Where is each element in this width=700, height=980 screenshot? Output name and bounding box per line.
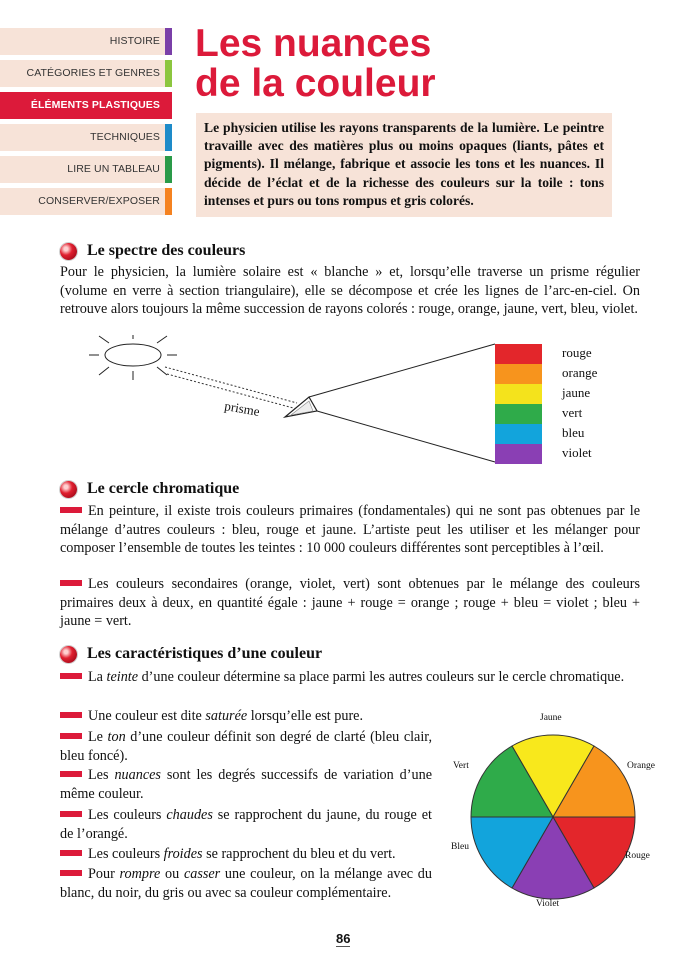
section-heading-text: Le cercle chromatique	[87, 480, 240, 497]
red-dash-icon	[60, 507, 82, 513]
wheel-label-jaune: Jaune	[540, 713, 562, 723]
text: Le	[88, 729, 108, 745]
red-dash-icon	[60, 811, 82, 817]
term: teinte	[106, 669, 139, 685]
caracteristique-item	[60, 766, 432, 803]
band-bleu	[495, 424, 542, 444]
wheel-label-bleu: Bleu	[451, 842, 469, 852]
red-dash-icon	[60, 870, 82, 876]
nav-item-label: TECHNIQUES	[90, 131, 160, 143]
caracteristique-item	[60, 806, 432, 843]
color-wheel	[468, 732, 638, 902]
caracteristique-item	[60, 728, 432, 765]
prism-label: prisme	[223, 398, 261, 419]
text: d’une couleur détermine sa place parmi les autres couleurs sur le cercle chromatique.	[138, 669, 625, 685]
spectre-paragraph: Pour le physicien, la lumière solaire est « blanche » et, lorsqu’elle traverse un prisme régulier (volume en verre à section triangulaire), elle se décompose et crée les lignes de l’arc-en-ciel. On retrouve alors toujours la même succession de rayons colorés : rouge, orange, jaune, vert, bleu, violet.	[60, 264, 640, 318]
dispersed-ray-bottom	[317, 411, 495, 462]
nav-item-label: LIRE UN TABLEAU	[67, 163, 160, 175]
section-heading-cercle	[60, 480, 239, 498]
sun-icon	[89, 335, 177, 380]
text: d’une couleur définit son degré de clarté (bleu clair, bleu foncé).	[60, 729, 432, 764]
text: sont les degrés successifs de variation d’une même couleur.	[60, 767, 432, 802]
nav-color-bar	[165, 60, 172, 87]
nav-item-histoire[interactable]	[0, 28, 172, 55]
text: ou	[160, 866, 184, 882]
red-dash-icon	[60, 673, 82, 679]
red-dash-icon	[60, 850, 82, 856]
page-title-line1: Les nuances	[195, 22, 432, 65]
red-dash-icon	[60, 733, 82, 739]
text: lorsqu’elle est pure.	[247, 708, 364, 724]
term: froides	[163, 846, 203, 862]
wheel-label-rouge: Rouge	[625, 851, 650, 861]
text: se rapprochent du jaune, du rouge et de l’orangé.	[60, 807, 432, 842]
band-jaune	[495, 384, 542, 404]
band-violet	[495, 444, 542, 464]
text: Les	[88, 767, 115, 783]
section-heading-caracteristiques	[60, 645, 322, 663]
intro-box: Le physicien utilise les rayons transparents de la lumière. Le peintre travaille avec des matières plus ou moins opaques (liants, pâtes et pigments). Il mélange, fabrique et associe les tons et les nuances. Il décide de l’éclat et de la richesse des couleurs sur la toile : tons intenses et purs ou tons rompus et gris colorés.	[196, 113, 612, 217]
term: saturée	[205, 708, 248, 724]
paragraph-text: En peinture, il existe trois couleurs primaires (fondamentales) qui ne sont pas obtenues par le mélange d’autres couleurs : bleu, rouge et jaune. L’artiste peut les utiliser et les mélanger pour composer l’ensemble de toutes les teintes : 10 000 couleurs différentes sont perceptibles à l’œil.	[60, 503, 640, 557]
text: Les couleurs	[88, 807, 167, 823]
band-label: bleu	[562, 425, 585, 440]
red-dash-icon	[60, 771, 82, 777]
text: se rapprochent du bleu et du vert.	[202, 846, 396, 862]
term: ton	[107, 729, 126, 745]
nav-item-conserver-exposer[interactable]	[0, 188, 172, 215]
band-orange	[495, 364, 542, 384]
text: Pour	[88, 866, 120, 882]
nav-color-bar	[165, 124, 172, 151]
nav-item-categories[interactable]	[0, 60, 172, 87]
term: chaudes	[166, 807, 213, 823]
caracteristique-item	[60, 865, 432, 902]
nav-color-bar	[165, 28, 172, 55]
prism-diagram	[85, 335, 505, 470]
band-label: rouge	[562, 345, 592, 360]
band-rouge	[495, 344, 542, 364]
red-dash-icon	[60, 580, 82, 586]
band-label: orange	[562, 365, 598, 380]
paragraph-text: Les couleurs secondaires (orange, violet, vert) sont obtenues par le mélange des couleurs primaires deux à deux, en quantité égale : jaune + rouge = orange ; rouge + bleu = violet ; bleu + jaune = vert.	[60, 576, 640, 630]
red-sphere-icon	[60, 243, 77, 260]
page-title	[195, 24, 436, 104]
nav-color-bar	[165, 188, 172, 215]
page-number: 86	[336, 931, 351, 946]
wheel-label-orange: Orange	[627, 761, 655, 771]
section-heading-spectre	[60, 242, 245, 260]
text: La	[88, 669, 107, 685]
nav-item-techniques[interactable]	[0, 124, 172, 151]
band-label: violet	[562, 445, 592, 460]
band-label: jaune	[562, 385, 591, 400]
wheel-label-vert: Vert	[453, 761, 469, 771]
nav-item-label: HISTOIRE	[109, 35, 160, 47]
section-heading-text: Les caractéristiques d’une couleur	[87, 645, 323, 662]
term: nuances	[114, 767, 161, 783]
caracteristique-item	[60, 707, 432, 726]
nav-item-lire-un-tableau[interactable]	[0, 156, 172, 183]
term: casser	[183, 866, 221, 882]
side-nav	[0, 28, 172, 220]
nav-color-bar	[165, 156, 172, 183]
red-sphere-icon	[60, 646, 77, 663]
caracteristique-item	[60, 845, 432, 864]
page-title-line2: de la couleur	[195, 62, 436, 105]
nav-item-label: ÉLÉMENTS PLASTIQUES	[30, 99, 160, 111]
spectrum-bands	[495, 344, 542, 464]
nav-item-elements-plastiques[interactable]	[0, 92, 172, 119]
band-vert	[495, 404, 542, 424]
section-heading-text: Le spectre des couleurs	[87, 242, 246, 259]
caracteristique-item	[60, 668, 640, 687]
wheel-label-violet: Violet	[536, 899, 560, 909]
nav-item-label: CATÉGORIES ET GENRES	[26, 67, 160, 79]
dispersed-ray-top	[309, 344, 495, 397]
cercle-paragraph-1	[60, 502, 640, 558]
light-beam	[165, 367, 297, 403]
band-label: vert	[562, 405, 583, 420]
term: rompre	[119, 866, 161, 882]
nav-item-label: CONSERVER/EXPOSER	[38, 195, 160, 207]
spectrum-labels	[562, 343, 597, 463]
text: Les couleurs	[88, 846, 164, 862]
text: Une couleur est dite	[88, 708, 206, 724]
cercle-paragraph-2	[60, 575, 640, 631]
text: une couleur, on la mélange avec du blanc, du noir, du gris ou avec sa couleur complémentaire.	[60, 866, 432, 901]
red-dash-icon	[60, 712, 82, 718]
red-sphere-icon	[60, 481, 77, 498]
